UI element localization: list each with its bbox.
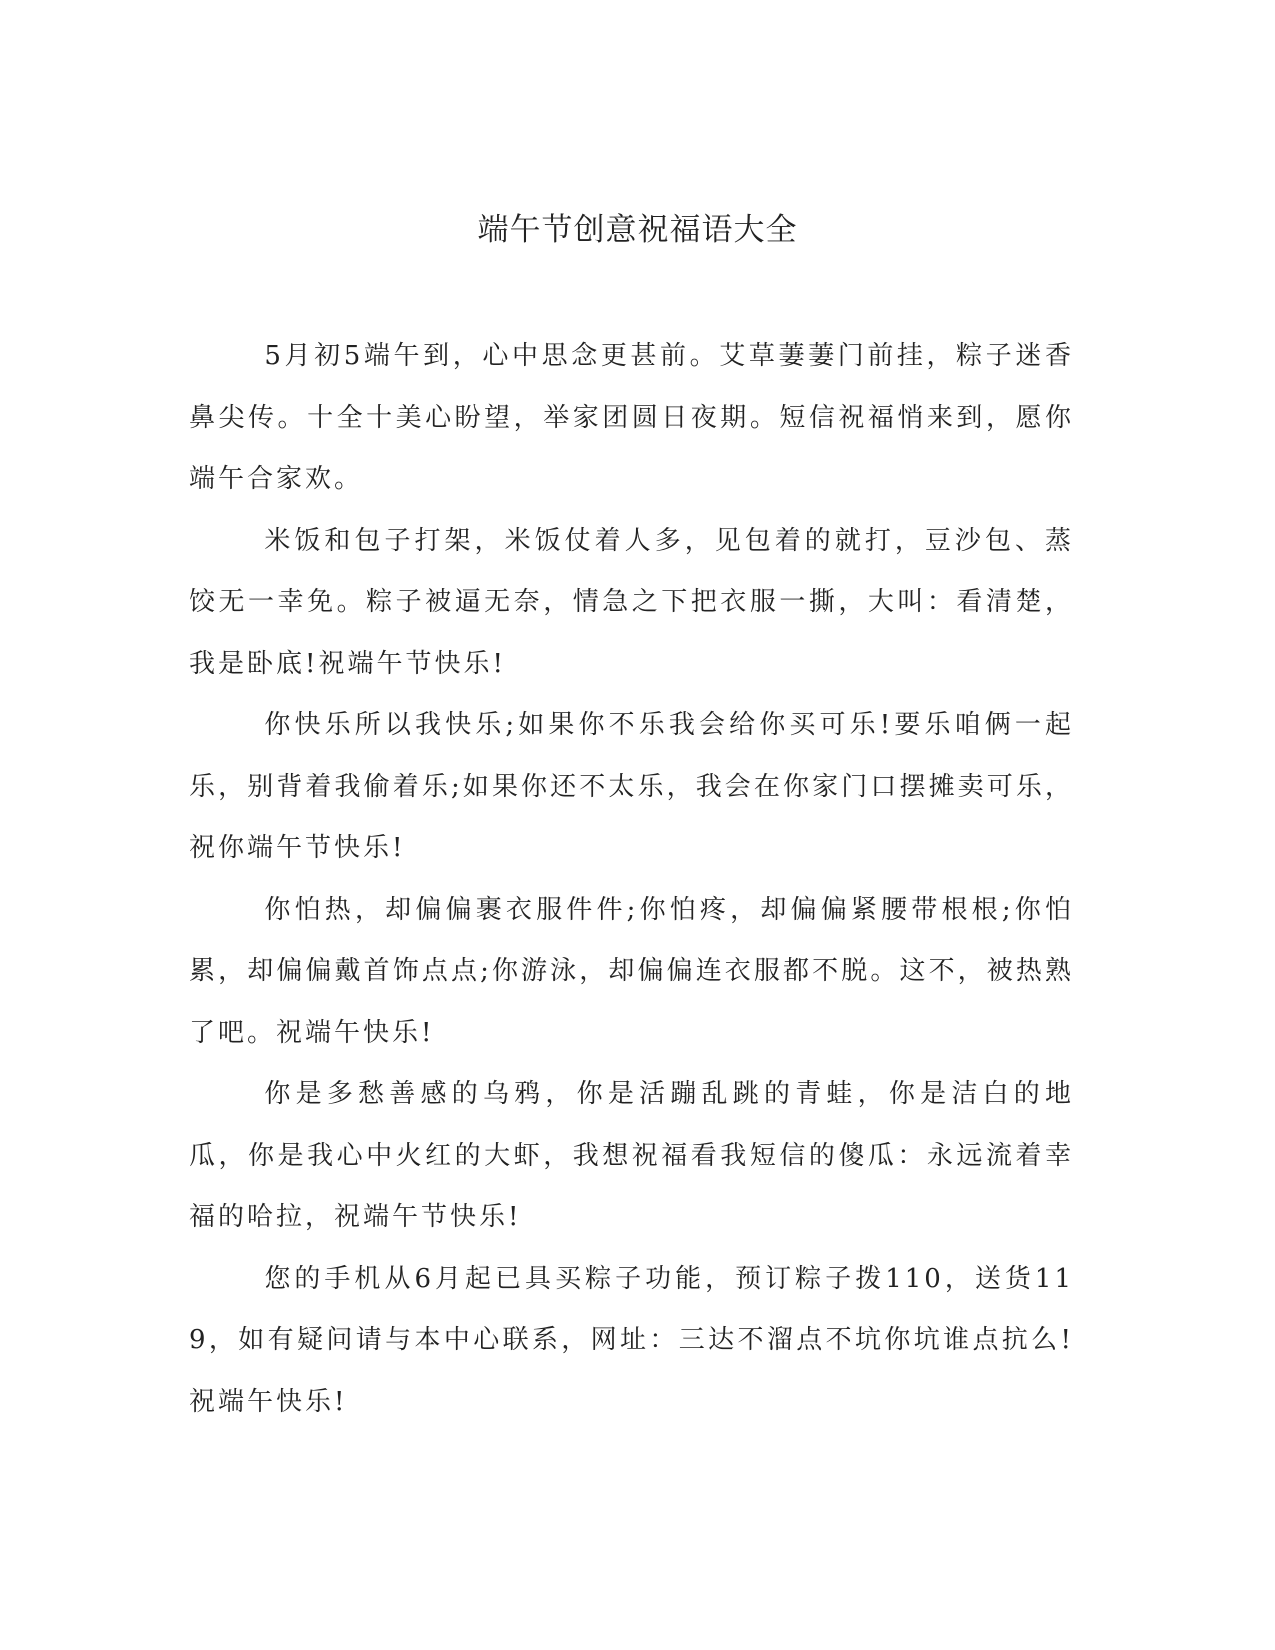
document-title: 端午节创意祝福语大全 bbox=[477, 212, 798, 248]
paragraph-6: 您的手机从6月起已具买粽子功能，预订粽子拨110，送货119，如有疑问请与本中心联系，网址：三达不溜点不坑你坑谁点抗么!祝端午快乐! bbox=[189, 1263, 1074, 1417]
paragraph-4: 你怕热，却偏偏裹衣服件件;你怕疼，却偏偏紧腰带根根;你怕累，却偏偏戴首饰点点;你游泳，却偏偏连衣服都不脱。这不，被热熟了吧。祝端午快乐! bbox=[189, 894, 1074, 1048]
document-body bbox=[189, 326, 1074, 1433]
paragraph-3: 你快乐所以我快乐;如果你不乐我会给你买可乐!要乐咱俩一起乐，别背着我偷着乐;如果你还不太乐，我会在你家门口摆摊卖可乐，祝你端午节快乐! bbox=[189, 710, 1074, 863]
paragraph-1: 5月初5端午到，心中思念更甚前。艾草萋萋门前挂，粽子迷香鼻尖传。十全十美心盼望，举家团圆日夜期。短信祝福悄来到，愿你端午合家欢。 bbox=[189, 341, 1074, 494]
paragraph-5: 你是多愁善感的乌鸦，你是活蹦乱跳的青蛙，你是洁白的地瓜，你是我心中火红的大虾，我想祝福看我短信的傻瓜：永远流着幸福的哈拉，祝端午节快乐! bbox=[189, 1079, 1074, 1232]
paragraph-2: 米饭和包子打架，米饭仗着人多，见包着的就打，豆沙包、蒸饺无一幸免。粽子被逼无奈，情急之下把衣服一撕，大叫：看清楚，我是卧底!祝端午节快乐! bbox=[189, 525, 1074, 679]
